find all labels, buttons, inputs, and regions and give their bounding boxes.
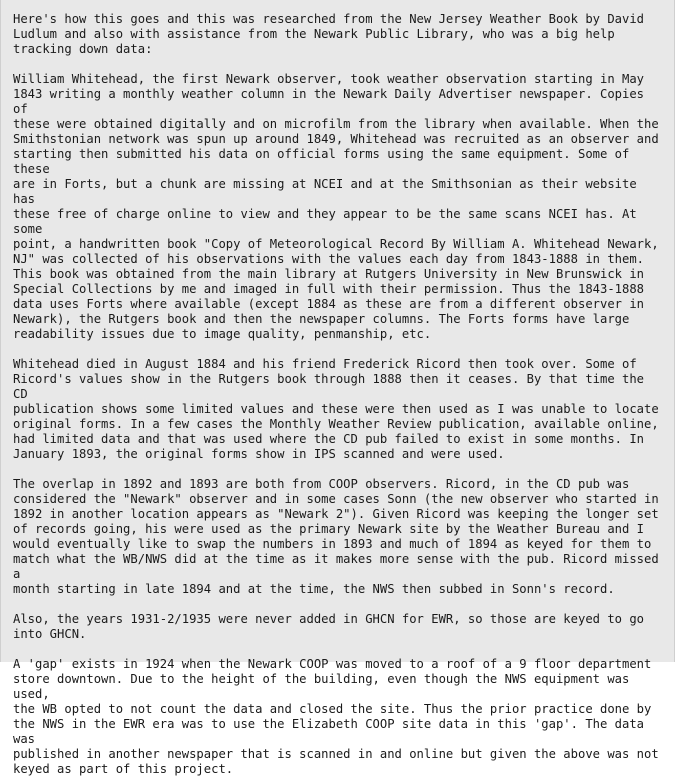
paragraph-gap: A 'gap' exists in 1924 when the Newark COOP was moved to a roof of a 9 floor department store downtown. Due to the height of the building, even though the NWS equipment was used, the WB opted to not count the data and closed the site. Thus the prior practice done by the NWS in the EWR era was to use the Elizabeth COOP site data in this 'gap'. The data was published in another newspaper that is scanned in and online but given the above was not keyed as part of this project. [13, 657, 659, 776]
paragraph-intro: Here's how this goes and this was researched from the New Jersey Weather Book by David Ludlum and also with assistance from the Newark Public Library, who was a big help tracking down data: [13, 12, 645, 56]
paragraph-whitehead: William Whitehead, the first Newark observer, took weather observation starting in May 1843 writing a monthly weather column in the Newark Daily Advertiser newspaper. Copies of these were obtained digitally and on microfilm from the library when available. When the Smithstonian network was spun up around 1849, Whitehead was recruited as an observer and starting then submitted his data on official forms using the same equipment. Some of these are in Forts, but a chunk are missing at NCEI and at the Smithsonian as their website has these free of charge online to view and they appear to be the same scans NCEI has. At some point, a handwritten book "Copy of Meteorological Record By William A. Whitehead Newark, NJ" was collected of his observations with the values each day from 1843-1888 in them. This book was obtained from the main library at Rutgers University in New Brunswick in Special Collections by me and imaged in full with their permission. Thus the 1843-1888 data uses Forts where available (except 1884 as these are from a different observer in Newark), the Rutgers book and then the newspaper columns. The Forts forms have large readability issues due to image quality, penmanship, etc. [13, 72, 659, 341]
paragraph-ricord: Whitehead died in August 1884 and his friend Frederick Ricord then took over. Some of Ricord's values show in the Rutgers book through 1888 then it ceases. By that time the CD publication shows some limited values and these were then used as I was unable to locate original forms. In a few cases the Monthly Weather Review publication, available online, had limited data and that was used where the CD pub failed to exist in some months. In January 1893, the original forms show in IPS scanned and were used. [13, 357, 659, 461]
paragraph-ghcn: Also, the years 1931-2/1935 were never added in GHCN for EWR, so those are keyed to go into GHCN. [13, 612, 645, 641]
notes-content [1, 0, 661, 777]
paragraph-overlap: The overlap in 1892 and 1893 are both from COOP observers. Ricord, in the CD pub was considered the "Newark" observer and in some cases Sonn (the new observer who started in 1892 in another location appears as "Newark 2"). Given Ricord was keeping the longer set of records going, his were used as the primary Newark site by the Weather Bureau and I would eventually like to swap the numbers in 1893 and much of 1894 as keyed for them to match what the WB/NWS did at the time as it makes more sense with the pub. Ricord missed a month starting in late 1894 and at the time, the NWS then subbed in Sonn's record. [13, 477, 659, 596]
